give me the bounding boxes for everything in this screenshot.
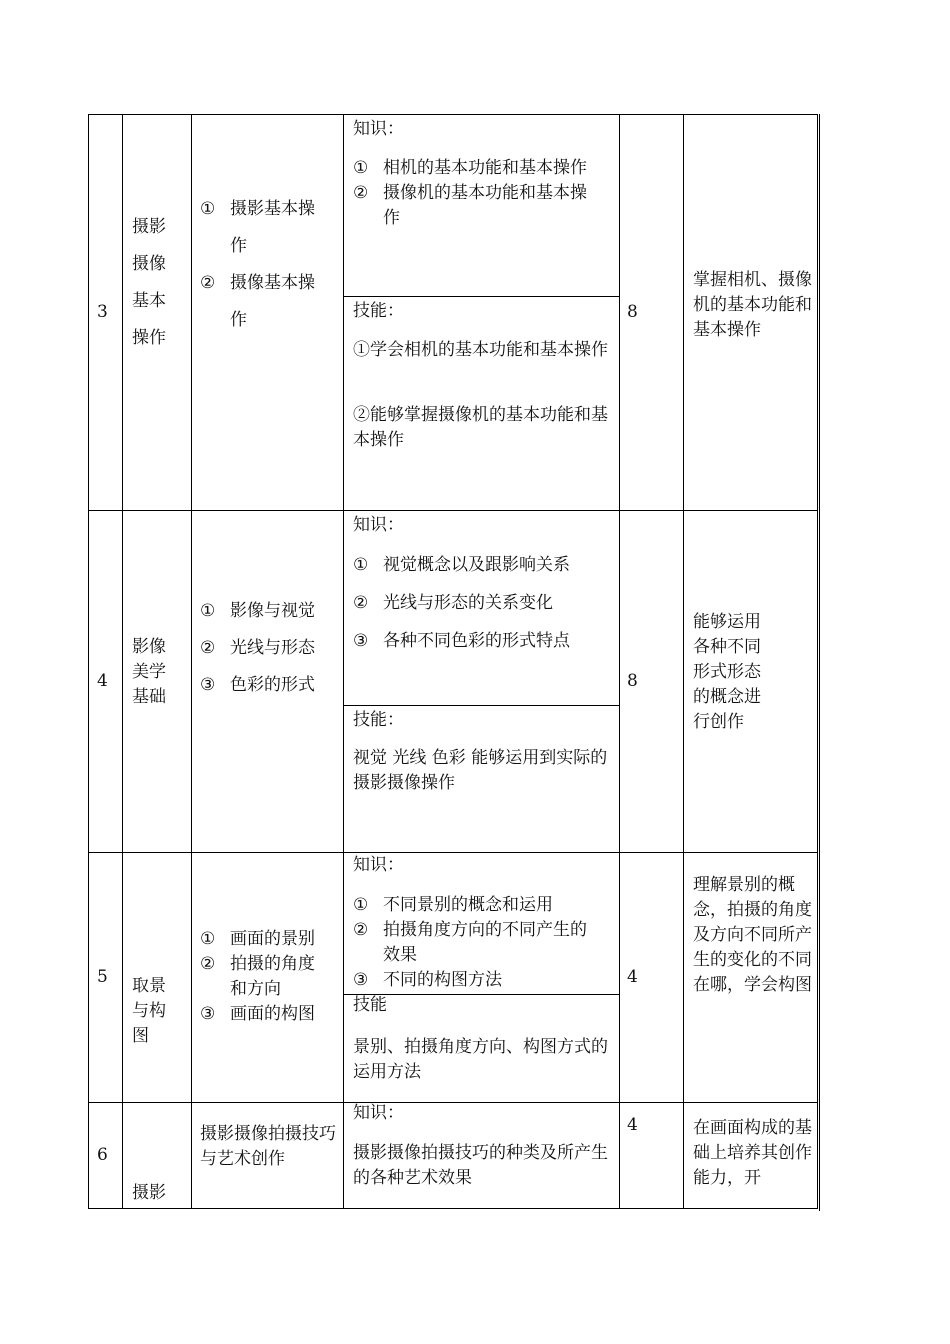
row5-number: 5 bbox=[97, 967, 108, 987]
row4-knowledge-label: 知识： bbox=[353, 515, 404, 535]
row3-content-item: ① 摄影基本操作 bbox=[200, 199, 315, 256]
row4-goal-line: 的概念进 bbox=[693, 687, 761, 707]
row3-hours-cell bbox=[619, 114, 684, 511]
row5-knowledge-item: ① 不同景别的概念和运用 bbox=[353, 895, 553, 915]
row5-module-cell bbox=[122, 852, 192, 1103]
row6-knowledge-cell bbox=[343, 1102, 620, 1209]
row4-number: 4 bbox=[97, 671, 108, 691]
row3-knowledge-label: 知识： bbox=[353, 119, 404, 139]
row4-content-item: ③ 色彩的形式 bbox=[200, 675, 315, 695]
row5-skill-text: 景别、拍摄角度方向、构图方式的运用方法 bbox=[353, 1037, 608, 1082]
row3-number: 3 bbox=[97, 302, 108, 322]
row4-knowledge-item: ③ 各种不同色彩的形式特点 bbox=[353, 631, 570, 651]
row4-skill-cell bbox=[343, 705, 620, 853]
row6-content-text: 摄影摄像拍摄技巧与艺术创作 bbox=[200, 1124, 336, 1169]
row5-hours: 4 bbox=[627, 967, 638, 987]
row3-goal-cell bbox=[683, 114, 818, 511]
row3-module-line: 摄像 bbox=[132, 254, 166, 274]
row5-knowledge-item: ③ 不同的构图方法 bbox=[353, 970, 502, 990]
row4-number-cell bbox=[88, 510, 123, 853]
row3-module-cell bbox=[122, 114, 192, 511]
row5-content-cell bbox=[191, 852, 344, 1103]
row4-knowledge-item: ② 光线与形态的关系变化 bbox=[353, 593, 553, 613]
row5-skill-label: 技能 bbox=[353, 995, 387, 1015]
row6-content-cell bbox=[191, 1102, 344, 1209]
row5-module-line: 图 bbox=[132, 1026, 149, 1046]
row5-goal: 理解景别的概念，拍摄的角度及方向不同所产生的变化的不同在哪，学会构图 bbox=[693, 875, 812, 995]
row3-number-cell bbox=[88, 114, 123, 511]
row4-hours: 8 bbox=[627, 671, 638, 691]
row6-number: 6 bbox=[97, 1145, 108, 1165]
row3-content-cell bbox=[191, 114, 344, 511]
row4-knowledge-cell bbox=[343, 510, 620, 706]
row3-goal: 掌握相机、摄像机的基本功能和基本操作 bbox=[693, 270, 812, 340]
row3-knowledge-cell bbox=[343, 114, 620, 297]
row5-skill-cell bbox=[343, 994, 620, 1103]
row4-goal-line: 行创作 bbox=[693, 712, 744, 732]
row5-number-cell bbox=[88, 852, 123, 1103]
row4-module-cell bbox=[122, 510, 192, 853]
row3-skill-cell bbox=[343, 296, 620, 511]
row4-hours-cell bbox=[619, 510, 684, 853]
row4-content-item: ① 影像与视觉 bbox=[200, 601, 315, 621]
row3-skill-text: ②能够掌握摄像机的基本功能和基本操作 bbox=[353, 405, 608, 450]
row5-content-item: ① 画面的景别 bbox=[200, 929, 315, 949]
row3-module-line: 操作 bbox=[132, 328, 166, 348]
row6-number-cell bbox=[88, 1102, 123, 1209]
row3-knowledge-item: ① 相机的基本功能和基本操作 bbox=[353, 158, 587, 178]
row5-goal-cell bbox=[683, 852, 818, 1103]
row4-module-line: 基础 bbox=[132, 687, 166, 707]
row4-goal-cell bbox=[683, 510, 818, 853]
row5-hours-cell bbox=[619, 852, 684, 1103]
row4-goal-line: 各种不同 bbox=[693, 637, 761, 657]
row4-module-line: 美学 bbox=[132, 662, 166, 682]
row3-module-line: 摄影 bbox=[132, 217, 166, 237]
row4-goal-line: 能够运用 bbox=[693, 612, 761, 632]
row6-goal-cell bbox=[683, 1102, 818, 1209]
row6-module-cell bbox=[122, 1102, 192, 1209]
row3-module-line: 基本 bbox=[132, 291, 166, 311]
row4-content-item: ② 光线与形态 bbox=[200, 638, 315, 658]
row4-content-cell bbox=[191, 510, 344, 853]
row4-module-line: 影像 bbox=[132, 637, 166, 657]
row3-skill-text: ①学会相机的基本功能和基本操作 bbox=[353, 340, 608, 360]
row4-goal-line: 形式形态 bbox=[693, 662, 761, 682]
row6-hours: 4 bbox=[627, 1115, 638, 1135]
row4-skill-text: 视觉 光线 色彩 能够运用到实际的摄影摄像操作 bbox=[353, 748, 608, 793]
row3-content-item: ② 摄像基本操作 bbox=[200, 273, 315, 330]
row3-skill-label: 技能： bbox=[353, 301, 404, 321]
row5-knowledge-label: 知识： bbox=[353, 855, 404, 875]
row5-knowledge-cell bbox=[343, 852, 620, 995]
row5-content-item: ② 拍摄的角度和方向 bbox=[200, 954, 315, 999]
table-right-edge bbox=[819, 114, 820, 1211]
row3-knowledge-item: ② 摄像机的基本功能和基本操作 bbox=[353, 183, 587, 228]
row6-knowledge-text: 摄影摄像拍摄技巧的种类及所产生的各种艺术效果 bbox=[353, 1143, 608, 1188]
row4-knowledge-item: ① 视觉概念以及跟影响关系 bbox=[353, 555, 570, 575]
row5-module-line: 取景 bbox=[132, 976, 166, 996]
row5-module-line: 与构 bbox=[132, 1001, 166, 1021]
row6-hours-cell bbox=[619, 1102, 684, 1209]
row6-goal: 在画面构成的基础上培养其创作能力，开 bbox=[693, 1118, 812, 1188]
row5-knowledge-item: ② 拍摄角度方向的不同产生的效果 bbox=[353, 920, 587, 965]
row5-content-item: ③ 画面的构图 bbox=[200, 1004, 315, 1024]
row6-knowledge-label: 知识： bbox=[353, 1103, 404, 1123]
row4-skill-label: 技能： bbox=[353, 710, 404, 730]
row3-hours: 8 bbox=[627, 302, 638, 322]
row6-module-line: 摄影 bbox=[132, 1183, 166, 1203]
